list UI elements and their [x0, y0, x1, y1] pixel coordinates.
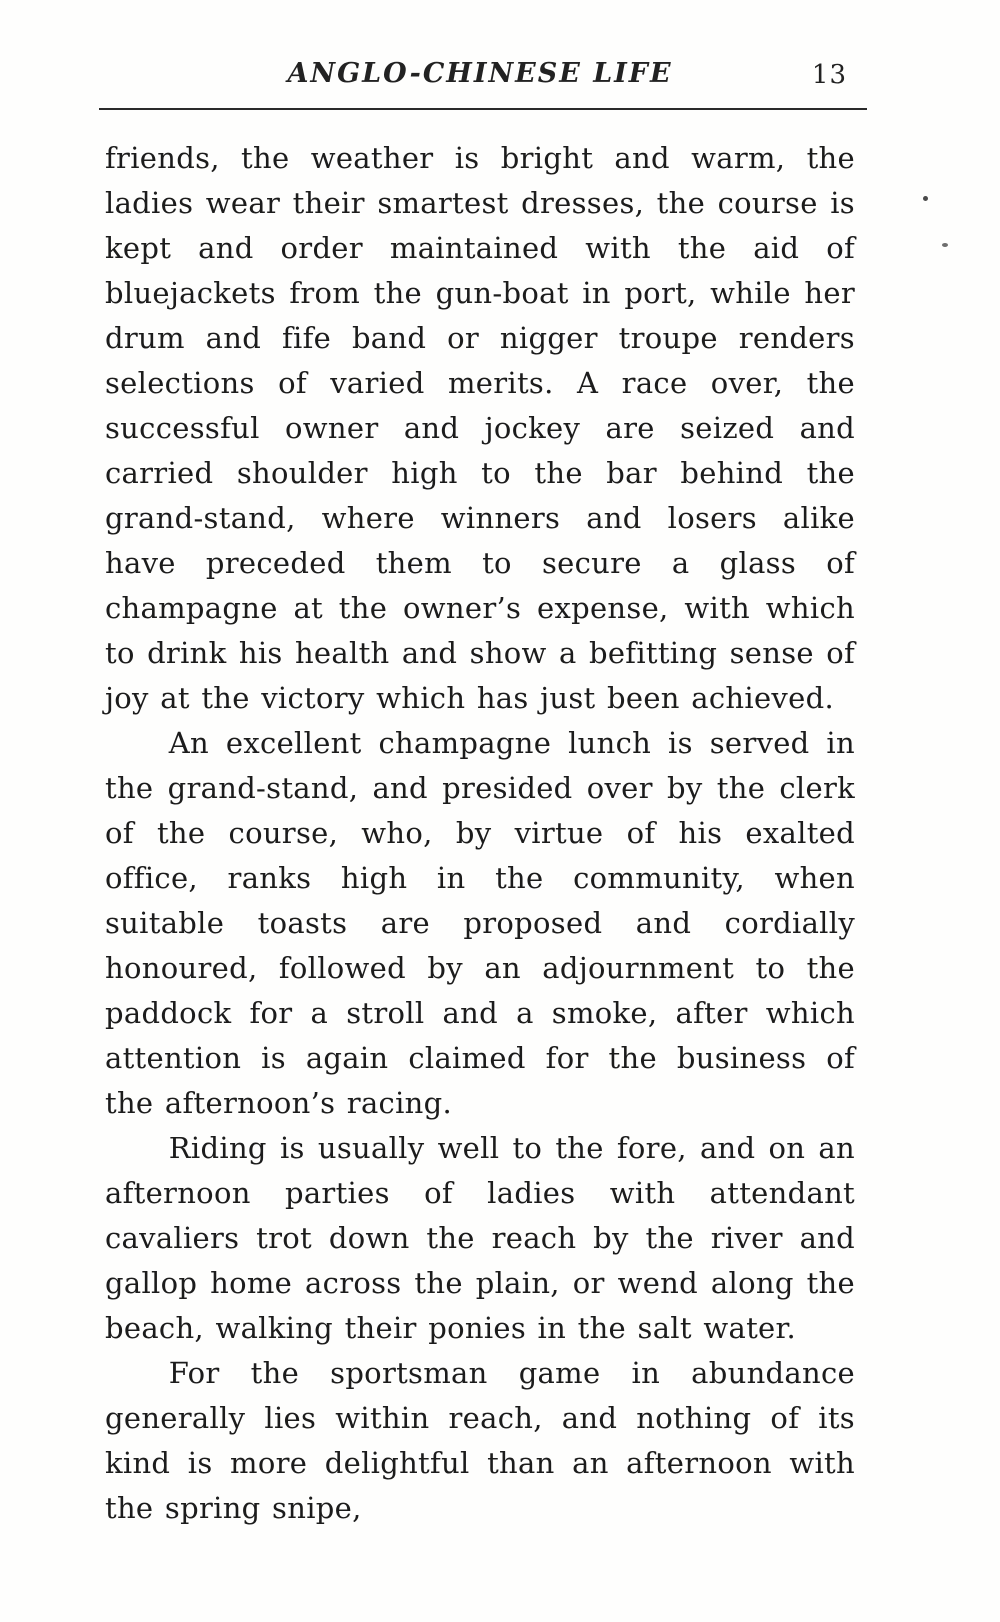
running-head [105, 58, 855, 104]
running-title: ANGLO-CHINESE LIFE [287, 58, 673, 89]
scan-speck-icon [923, 196, 928, 201]
scan-speck-icon [942, 243, 948, 247]
page-body [105, 136, 855, 1531]
paragraph: For the sportsman game in abundance generally lies within reach, and nothing of its kind is more delightful than an afternoon with the spring snipe, [105, 1356, 855, 1525]
paragraph: Riding is usually well to the fore, and on an afternoon parties of ladies with attendant cavaliers trot down the reach by the river and gallop home across the plain, or wend along the beach, walking their ponies in the salt water. [105, 1131, 855, 1345]
page-number: 13 [811, 60, 847, 90]
paragraph: friends, the weather is bright and warm, the ladies wear their smartest dresses, the course is kept and order maintained with the aid of bluejackets from the gun-boat in port, while her drum and fife band or nigger troupe renders selections of varied merits. A race over, the successful owner and jockey are seized and carried shoulder high to the bar behind the grand-stand, where winners and losers alike have preceded them to secure a glass of champagne at the owner’s expense, with which to drink his health and show a befitting sense of joy at the victory which has just been achieved. [105, 141, 855, 715]
paragraph: An excellent champagne lunch is served in the grand-stand, and presided over by the clerk of the course, who, by virtue of his exalted office, ranks high in the community, when suitable toasts are proposed and cordially honoured, followed by an adjournment to the paddock for a stroll and a smoke, after which attention is again claimed for the business of the afternoon’s racing. [105, 726, 855, 1120]
header-rule [99, 108, 867, 110]
